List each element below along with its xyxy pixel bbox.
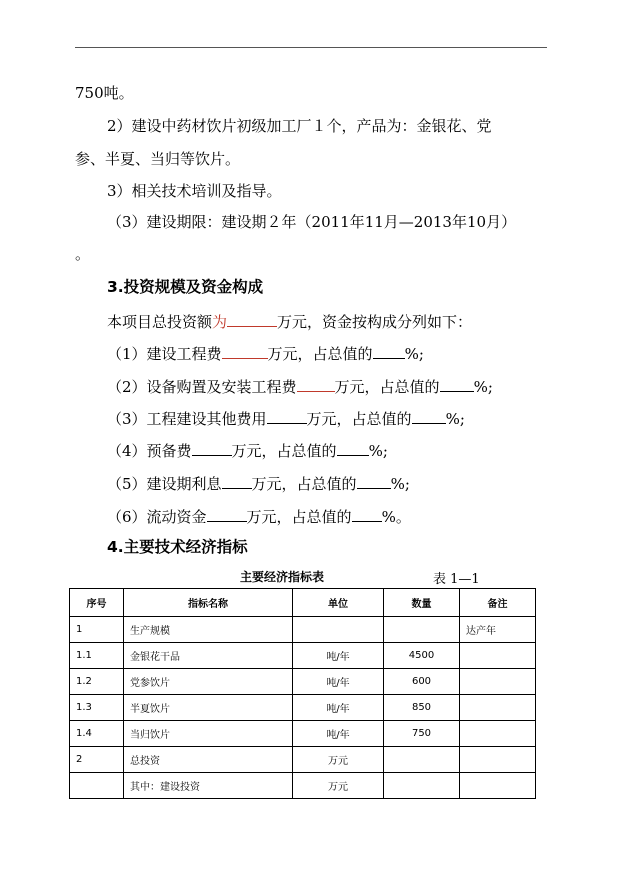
table-cell: 1.4 bbox=[70, 721, 124, 747]
table-cell bbox=[293, 617, 384, 643]
table-cell bbox=[460, 773, 536, 799]
table-cell: 1.3 bbox=[70, 695, 124, 721]
intro-text: 万元，资金按构成分列如下： bbox=[277, 313, 473, 331]
amount-blank bbox=[222, 343, 268, 359]
intro-red-text: 为 bbox=[212, 313, 228, 331]
table-row bbox=[70, 617, 536, 643]
cost-item-label: （2）设备购置及安装工程费 bbox=[107, 378, 297, 396]
table-cell: 生产规模 bbox=[124, 617, 293, 643]
column-header: 备注 bbox=[460, 589, 536, 617]
percent-blank bbox=[373, 343, 405, 359]
table-cell bbox=[460, 721, 536, 747]
table-cell: 达产年 bbox=[460, 617, 536, 643]
cost-item bbox=[107, 473, 410, 494]
cost-item bbox=[107, 440, 388, 461]
table-cell: 金银花干品 bbox=[124, 643, 293, 669]
table-number: 表 1—1 bbox=[433, 572, 480, 587]
cost-item-label: （1）建设工程费 bbox=[107, 345, 222, 363]
amount-blank bbox=[267, 408, 307, 424]
percent-blank bbox=[412, 408, 446, 424]
paragraph-line: 750吨。 bbox=[75, 84, 134, 102]
table-cell: 850 bbox=[384, 695, 460, 721]
table-cell: 600 bbox=[384, 669, 460, 695]
investment-intro bbox=[107, 311, 472, 332]
table-cell: 当归饮片 bbox=[124, 721, 293, 747]
table-cell: 1.1 bbox=[70, 643, 124, 669]
cost-item-text: 万元，占总值的 bbox=[334, 378, 440, 396]
table-cell: 吨/年 bbox=[293, 669, 384, 695]
table-cell: 吨/年 bbox=[293, 721, 384, 747]
cost-item-label: （3）工程建设其他费用 bbox=[107, 410, 267, 428]
metrics-table bbox=[69, 588, 536, 799]
table-cell bbox=[460, 669, 536, 695]
table-row bbox=[70, 695, 536, 721]
table-cell: 4500 bbox=[384, 643, 460, 669]
cost-item-unit: %; bbox=[368, 442, 388, 460]
cost-item-text: 万元，占总值的 bbox=[251, 475, 357, 493]
percent-blank bbox=[352, 506, 382, 522]
cost-item bbox=[107, 506, 411, 527]
cost-item-unit: %; bbox=[404, 345, 424, 363]
section-heading: 3.投资规模及资金构成 bbox=[107, 278, 264, 296]
paragraph-line: 2）建设中药材饮片初级加工厂１个，产品为：金银花、党 bbox=[107, 117, 492, 135]
percent-blank bbox=[357, 473, 391, 489]
table-row bbox=[70, 669, 536, 695]
cost-item-label: （4）预备费 bbox=[107, 442, 192, 460]
table-cell bbox=[384, 773, 460, 799]
percent-blank bbox=[337, 440, 369, 456]
table-cell: 其中：建设投资 bbox=[124, 773, 293, 799]
amount-blank bbox=[207, 506, 247, 522]
table-cell: 总投资 bbox=[124, 747, 293, 773]
amount-blank bbox=[297, 376, 335, 392]
cost-item bbox=[107, 343, 424, 364]
intro-text: 本项目总投资额 bbox=[107, 313, 213, 331]
table-row bbox=[70, 721, 536, 747]
percent-blank bbox=[440, 376, 474, 392]
table-cell bbox=[460, 747, 536, 773]
paragraph-line: （3）建设期限：建设期２年（2011年11月—2013年10月） bbox=[107, 213, 517, 231]
table-cell: 万元 bbox=[293, 747, 384, 773]
cost-item-text: 万元，占总值的 bbox=[231, 442, 337, 460]
header-rule bbox=[75, 47, 547, 48]
table-cell: 1.2 bbox=[70, 669, 124, 695]
cost-item-unit: %; bbox=[473, 378, 493, 396]
table-cell bbox=[384, 617, 460, 643]
column-header: 单位 bbox=[293, 589, 384, 617]
cost-item bbox=[107, 376, 493, 397]
cost-item-unit: %; bbox=[390, 475, 410, 493]
section-heading: 4.主要技术经济指标 bbox=[107, 538, 248, 556]
table-cell: 党参饮片 bbox=[124, 669, 293, 695]
table-cell bbox=[460, 643, 536, 669]
table-cell: 万元 bbox=[293, 773, 384, 799]
paragraph-line: 。 bbox=[75, 245, 91, 263]
table-row bbox=[70, 643, 536, 669]
paragraph-line: 3）相关技术培训及指导。 bbox=[107, 182, 282, 200]
table-cell: 1 bbox=[70, 617, 124, 643]
table-cell: 半夏饮片 bbox=[124, 695, 293, 721]
cost-item-text: 万元，占总值的 bbox=[246, 508, 352, 526]
table-row bbox=[70, 747, 536, 773]
table-cell bbox=[460, 695, 536, 721]
cost-item-label: （5）建设期利息 bbox=[107, 475, 222, 493]
table-header-row bbox=[70, 589, 536, 617]
table-cell: 吨/年 bbox=[293, 643, 384, 669]
column-header: 指标名称 bbox=[124, 589, 293, 617]
cost-item bbox=[107, 408, 465, 429]
cost-item-text: 万元，占总值的 bbox=[306, 410, 412, 428]
column-header: 序号 bbox=[70, 589, 124, 617]
amount-blank bbox=[192, 440, 232, 456]
cost-item-text: 万元，占总值的 bbox=[267, 345, 373, 363]
paragraph-line: 参、半夏、当归等饮片。 bbox=[75, 150, 241, 168]
table-cell bbox=[384, 747, 460, 773]
table-row bbox=[70, 773, 536, 799]
table-cell: 750 bbox=[384, 721, 460, 747]
amount-blank bbox=[222, 473, 252, 489]
table-cell: 2 bbox=[70, 747, 124, 773]
cost-item-unit: %; bbox=[445, 410, 465, 428]
amount-blank bbox=[227, 311, 277, 327]
table-cell: 吨/年 bbox=[293, 695, 384, 721]
column-header: 数量 bbox=[384, 589, 460, 617]
table-title: 主要经济指标表 bbox=[240, 570, 325, 584]
cost-item-unit: %。 bbox=[381, 508, 411, 526]
cost-item-label: （6）流动资金 bbox=[107, 508, 207, 526]
table-cell bbox=[70, 773, 124, 799]
